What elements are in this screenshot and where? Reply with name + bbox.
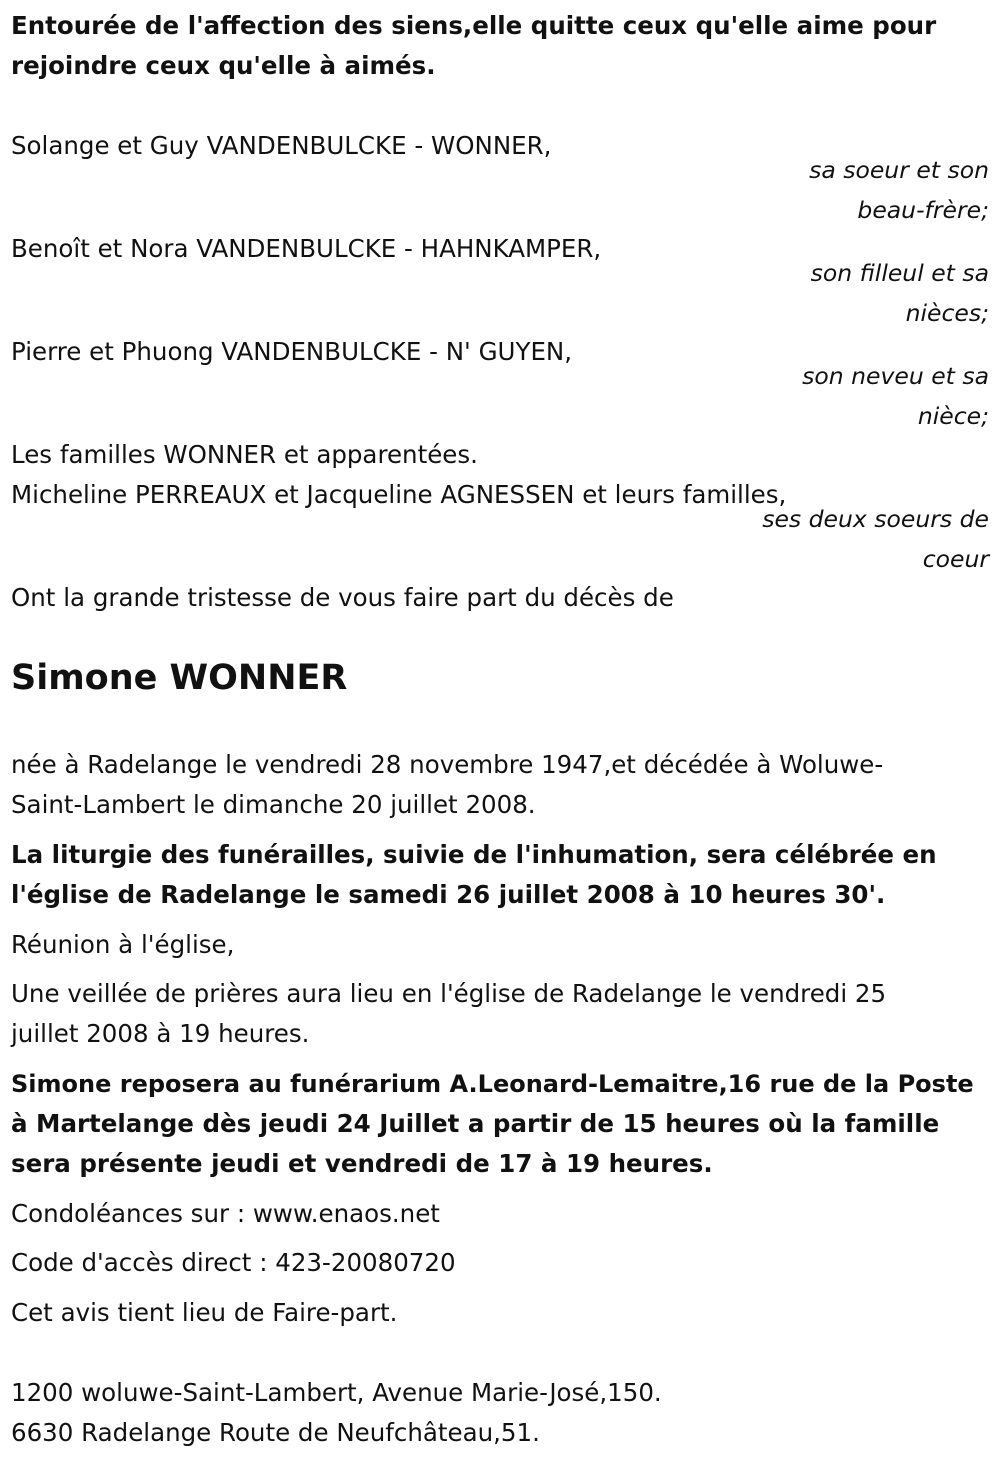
mourner-relation: nièce; <box>917 402 989 430</box>
address-line-1: 1200 woluwe-Saint-Lambert, Avenue Marie-José,150. <box>11 1378 662 1407</box>
families-line: Les familles WONNER et apparentées. <box>11 440 478 469</box>
birth-death-line-1: née à Radelange le vendredi 28 novembre 1947,et décédée à Woluwe- <box>11 750 884 779</box>
rest-line-3: sera présente jeudi et vendredi de 17 à 19 heures. <box>11 1149 713 1178</box>
intro-line-2: rejoindre ceux qu'elle à aimés. <box>11 51 436 80</box>
friends-name: Micheline PERREAUX et Jacqueline AGNESSEN et leurs familles, <box>11 480 787 509</box>
rest-line-1: Simone reposera au funérarium A.Leonard-Lemaitre,16 rue de la Poste <box>11 1070 974 1098</box>
funeral-line-1: La liturgie des funérailles, suivie de l'inhumation, sera célébrée en <box>11 840 937 869</box>
address-line-2: 6630 Radelange Route de Neufchâteau,51. <box>11 1418 540 1447</box>
access-code-line: Code d'accès direct : 423-20080720 <box>11 1248 456 1277</box>
rest-line-2: à Martelange dès jeudi 24 Juillet a partir de 15 heures où la famille <box>11 1109 940 1138</box>
funeral-line-2: l'église de Radelange le samedi 26 juillet 2008 à 10 heures 30'. <box>11 880 886 909</box>
friends-relation: coeur <box>922 545 989 573</box>
friends-relation: ses deux soeurs de <box>762 505 989 533</box>
mourner-relation: nièces; <box>905 299 989 327</box>
mourner-name: Pierre et Phuong VANDENBULCKE - N' GUYEN, <box>11 337 573 366</box>
birth-death-line-2: Saint-Lambert le dimanche 20 juillet 2008. <box>11 790 536 819</box>
announcement: Ont la grande tristesse de vous faire part du décès de <box>11 583 674 612</box>
mourner-relation: son neveu et sa <box>802 362 989 390</box>
notice-line: Cet avis tient lieu de Faire-part. <box>11 1298 398 1327</box>
vigil-line-2: juillet 2008 à 19 heures. <box>11 1019 310 1048</box>
mourner-relation: sa soeur et son <box>809 156 989 184</box>
obituary-notice <box>11 0 989 1467</box>
deceased-name: Simone WONNER <box>11 658 348 698</box>
intro-line-1: Entourée de l'affection des siens,elle quitte ceux qu'elle aime pour <box>11 11 937 40</box>
vigil-line-1: Une veillée de prières aura lieu en l'église de Radelange le vendredi 25 <box>11 979 887 1008</box>
mourner-relation: son filleul et sa <box>810 259 989 287</box>
meeting-line: Réunion à l'église, <box>11 930 235 959</box>
mourner-name: Benoît et Nora VANDENBULCKE - HAHNKAMPER, <box>11 234 602 263</box>
mourner-relation: beau-frère; <box>857 196 989 224</box>
mourner-name: Solange et Guy VANDENBULCKE - WONNER, <box>11 131 552 160</box>
condolences-line: Condoléances sur : www.enaos.net <box>11 1199 440 1228</box>
